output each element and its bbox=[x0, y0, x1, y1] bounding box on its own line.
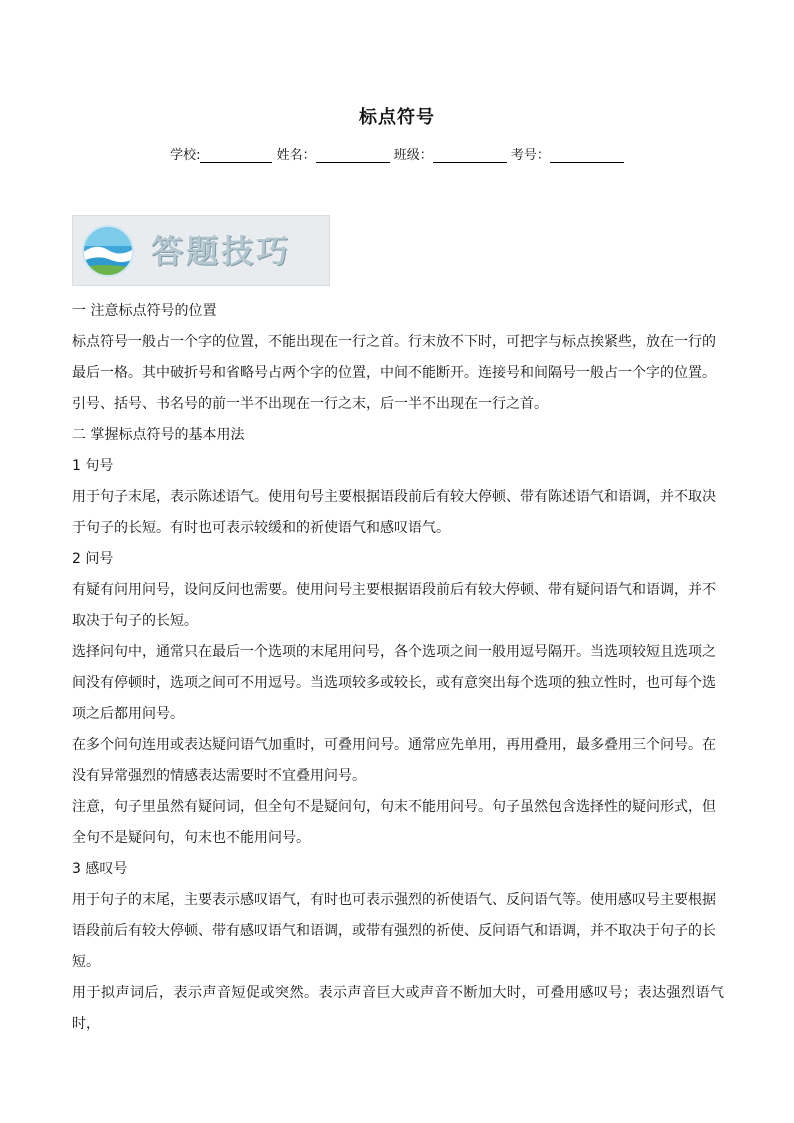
landscape-logo-icon bbox=[81, 224, 135, 278]
subsection-heading: 1 句号 bbox=[72, 458, 114, 474]
paragraph-line: 全句不是疑问句，句末也不能用问号。 bbox=[72, 830, 310, 846]
paragraph-line: 短。 bbox=[72, 954, 100, 970]
paragraph-line: 语段前后有较大停顿、带有感叹语气和语调，或带有强烈的祈使、反问语气和语调，并不取决于句子的长 bbox=[72, 923, 716, 939]
name-label: 姓名： bbox=[276, 148, 316, 163]
paragraph-line: 于句子的长短。有时也可表示较缓和的祈使语气和感叹语气。 bbox=[72, 520, 450, 536]
paragraph-line: 引号、括号、书名号的前一半不出现在一行之末，后一半不出现在一行之首。 bbox=[72, 396, 548, 412]
banner-title: 答题技巧 bbox=[151, 232, 292, 270]
school-label: 学校: bbox=[170, 148, 201, 163]
document-title: 标点符号 bbox=[359, 107, 435, 128]
paragraph-line: 注意，句子里虽然有疑问词，但全句不是疑问句，句末不能用问号。句子虽然包含选择性的疑问形式，但 bbox=[72, 799, 716, 815]
paragraph-line: 没有异常强烈的情感表达需要时不宜叠用问号。 bbox=[72, 768, 366, 784]
name-blank bbox=[316, 148, 390, 163]
document-body bbox=[72, 296, 724, 1040]
subsection-heading: 2 问号 bbox=[72, 551, 114, 567]
school-blank bbox=[200, 148, 272, 163]
class-blank bbox=[433, 148, 507, 163]
class-label: 班级： bbox=[393, 148, 433, 163]
paragraph-line: 用于拟声词后，表示声音短促或突然。表示声音巨大或声音不断加大时，可叠用感叹号；表达强烈语气时， bbox=[72, 985, 724, 1032]
paragraph-line: 用于句子的末尾，主要表示感叹语气，有时也可表示强烈的祈使语气、反问语气等。使用感叹号主要根据 bbox=[72, 892, 716, 908]
paragraph-line: 标点符号一般占一个字的位置，不能出现在一行之首。行末放不下时，可把字与标点挨紧些，放在一行的 bbox=[72, 334, 716, 350]
paragraph-line: 间没有停顿时，选项之间可不用逗号。当选项较多或较长，或有意突出每个选项的独立性时，也可每个选 bbox=[72, 675, 716, 691]
paragraph-line: 选择问句中，通常只在最后一个选项的末尾用问号，各个选项之间一般用逗号隔开。当选项较短且选项之 bbox=[72, 644, 716, 660]
tips-banner bbox=[72, 215, 330, 286]
paragraph-line: 取决于句子的长短。 bbox=[72, 613, 198, 629]
paragraph-line: 用于句子末尾，表示陈述语气。使用句号主要根据语段前后有较大停顿、带有陈述语气和语调，并不取决 bbox=[72, 489, 716, 505]
section-heading: 一 注意标点符号的位置 bbox=[72, 303, 217, 319]
info-fields bbox=[0, 144, 794, 163]
section-heading: 二 掌握标点符号的基本用法 bbox=[72, 427, 245, 443]
paragraph-line: 有疑有问用问号，设问反问也需要。使用问号主要根据语段前后有较大停顿、带有疑问语气和语调，并不 bbox=[72, 582, 716, 598]
paragraph-line: 项之后都用问号。 bbox=[72, 706, 184, 722]
paragraph-line: 在多个问句连用或表达疑问语气加重时，可叠用问号。通常应先单用，再用叠用，最多叠用三个问号。在 bbox=[72, 737, 716, 753]
exam-no-label: 考号： bbox=[510, 148, 550, 163]
paragraph-line: 最后一格。其中破折号和省略号占两个字的位置，中间不能断开。连接号和间隔号一般占一个字的位置。 bbox=[72, 365, 716, 381]
exam-no-blank bbox=[550, 148, 624, 163]
subsection-heading: 3 感叹号 bbox=[72, 861, 128, 877]
